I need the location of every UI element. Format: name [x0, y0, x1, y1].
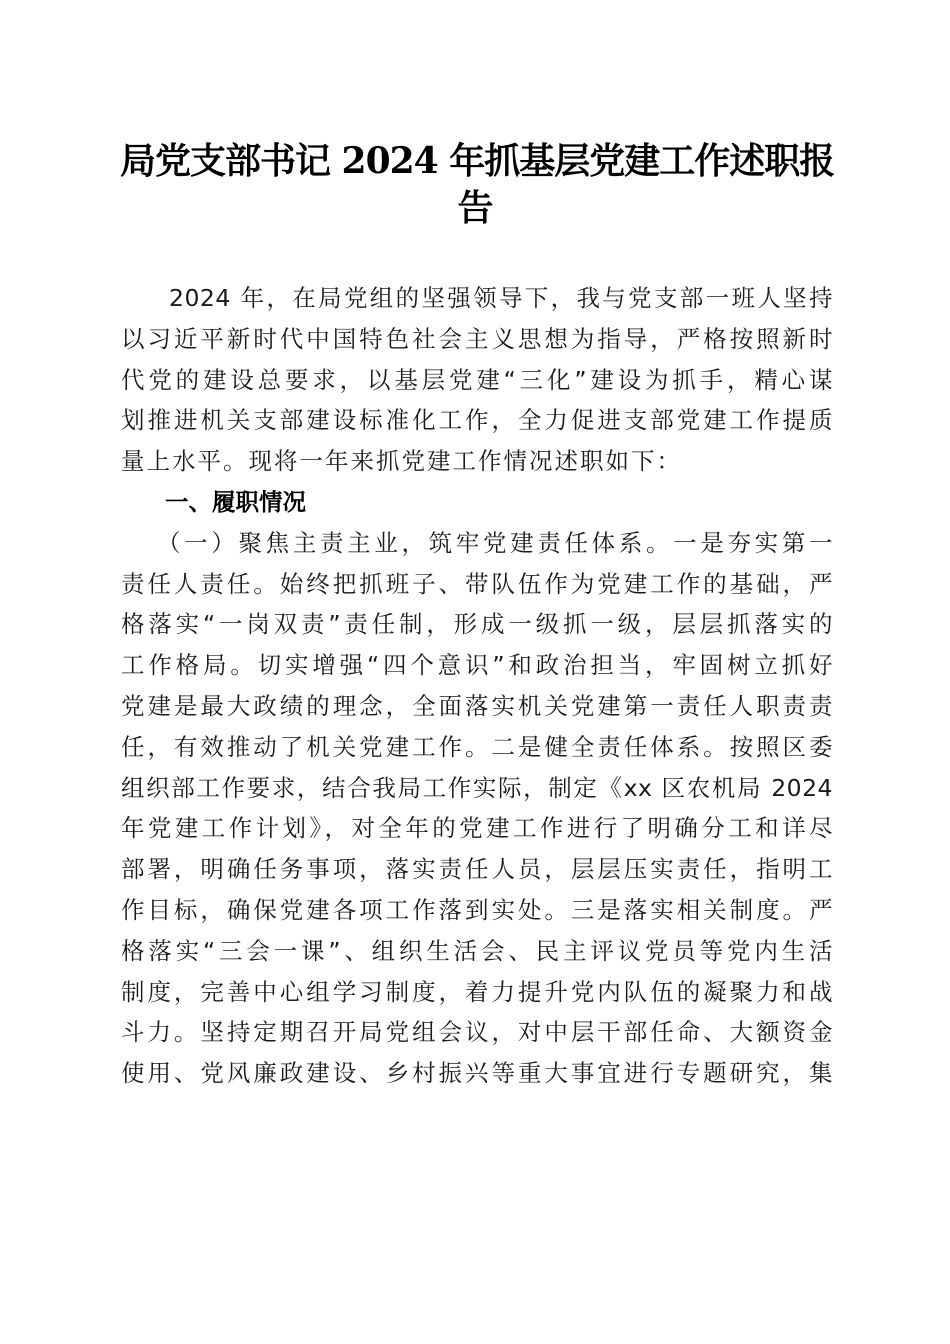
paragraph-line: 组织部工作要求，结合我局工作实际，制定《xx 区农机局 2024 [121, 773, 833, 802]
document-body [121, 278, 833, 1094]
paragraph-line: 作目标，确保党建各项工作落到实处。三是落实相关制度。严 [121, 895, 833, 924]
paragraph-line: 代党的建设总要求，以基层党建“三化”建设为抓手，精心谋 [121, 365, 833, 394]
paragraph-line: 部署，明确任务事项，落实责任人员，层层压实责任，指明工 [121, 855, 833, 884]
paragraph-line: 格落实“一岗双责”责任制，形成一级抓一级，层层抓落实的 [121, 610, 833, 639]
paragraph-line: 斗力。坚持定期召开局党组会议，对中层干部任命、大额资金 [121, 1018, 833, 1047]
intro-paragraph [121, 278, 833, 482]
paragraph-line: 任，有效推动了机关党建工作。二是健全责任体系。按照区委 [121, 732, 833, 761]
section-heading: 一、履职情况 [165, 487, 306, 516]
paragraph-line: 划推进机关支部建设标准化工作，全力促进支部党建工作提质 [121, 406, 833, 435]
paragraph-line: 格落实“三会一课”、组织生活会、民主评议党员等党内生活 [121, 936, 833, 965]
title-line-1: 局党支部书记 2024 年抓基层党建工作述职报 [120, 140, 835, 182]
paragraph-line: 量上水平。现将一年来抓党建工作情况述职如下： [121, 447, 682, 476]
paragraph-line: 制度，完善中心组学习制度，着力提升党内队伍的凝聚力和战 [121, 977, 833, 1006]
paragraph-line: （一）聚焦主责主业，筑牢党建责任体系。一是夯实第一 [157, 528, 833, 557]
document-title [120, 138, 835, 232]
paragraph-line: 以习近平新时代中国特色社会主义思想为指导，严格按照新时 [121, 324, 833, 353]
paragraph-line: 2024 年，在局党组的坚强领导下，我与党支部一班人坚持 [169, 284, 833, 312]
paragraph-line: 党建是最大政绩的理念，全面落实机关党建第一责任人职责责 [121, 691, 833, 720]
paragraph-line: 工作格局。切实增强“四个意识”和政治担当，牢固树立抓好 [121, 651, 833, 680]
title-line-2: 告 [457, 187, 493, 229]
paragraph-line: 责任人责任。始终把抓班子、带队伍作为党建工作的基础，严 [121, 569, 833, 598]
paragraph-line: 年党建工作计划》，对全年的党建工作进行了明确分工和详尽 [121, 814, 833, 843]
section-paragraph [121, 523, 833, 1094]
paragraph-line: 使用、党风廉政建设、乡村振兴等重大事宜进行专题研究，集 [121, 1059, 833, 1088]
